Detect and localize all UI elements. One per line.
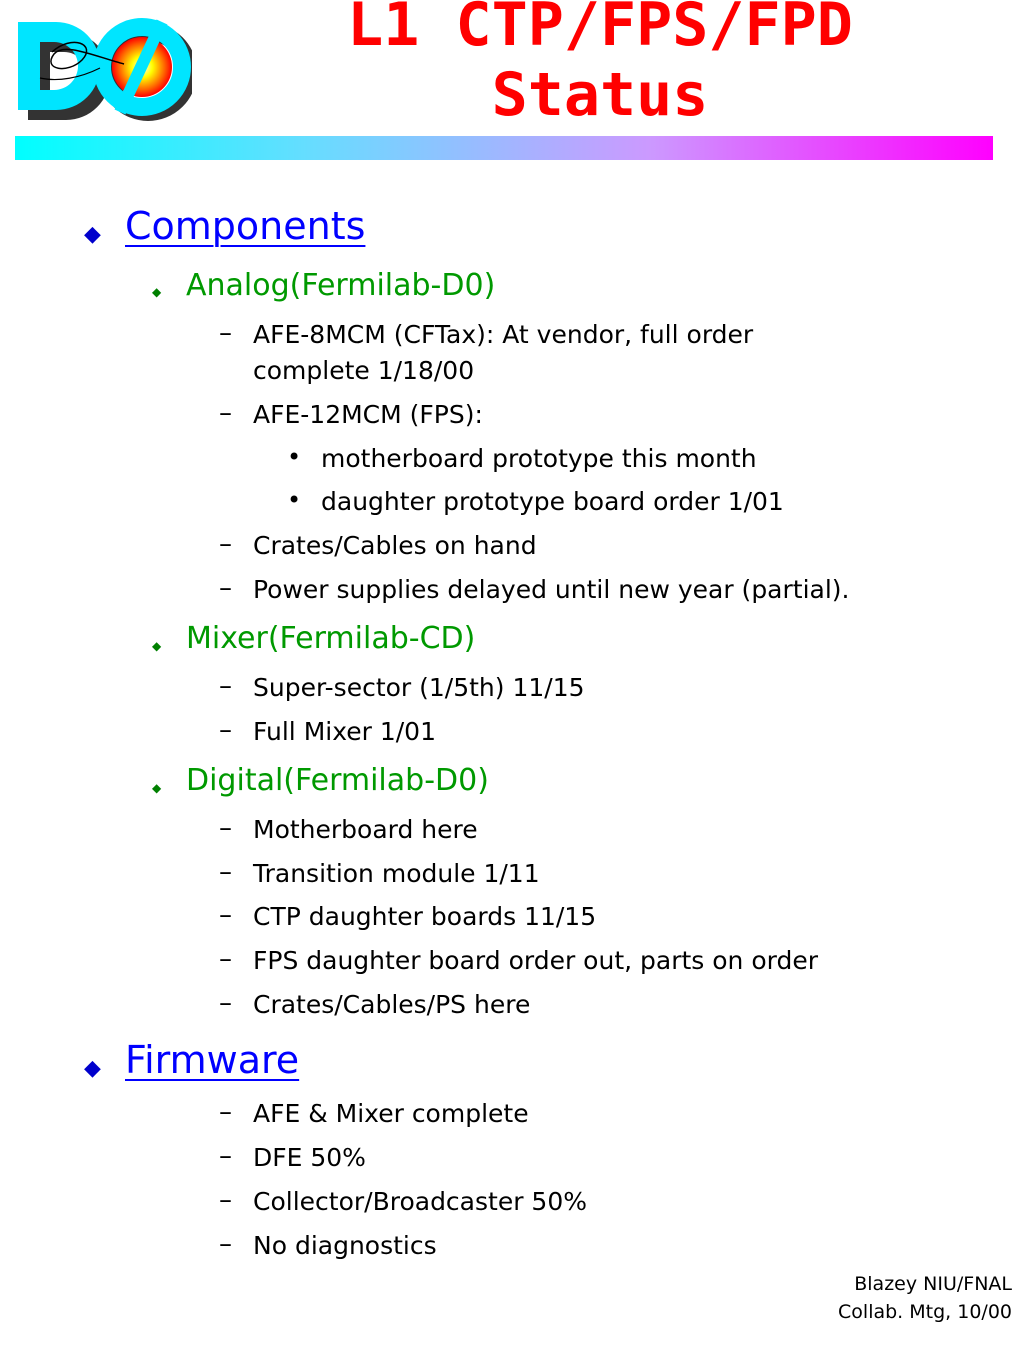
list-item: Transition module 1/11	[253, 859, 540, 888]
dash-bullet: –	[219, 900, 232, 930]
dash-bullet: –	[219, 988, 232, 1018]
d0-logo	[12, 12, 192, 127]
title-divider-bar	[15, 136, 993, 160]
section-heading-firmware: Firmware	[125, 1038, 300, 1082]
dot-bullet: •	[287, 486, 302, 514]
dash-bullet: –	[219, 715, 232, 745]
list-item: DFE 50%	[253, 1143, 366, 1172]
dash-bullet: –	[219, 529, 232, 559]
dash-bullet: –	[219, 1141, 232, 1171]
dash-bullet: –	[219, 318, 232, 348]
dash-bullet: –	[219, 813, 232, 843]
slide-footer	[838, 1270, 1012, 1326]
list-item: CTP daughter boards 11/15	[253, 902, 597, 931]
list-item: AFE & Mixer complete	[253, 1099, 529, 1128]
dash-bullet: –	[219, 857, 232, 887]
title-line-1: L1 CTP/FPS/FPD	[347, 0, 853, 60]
subsection-heading-analog: Analog(Fermilab-D0)	[186, 268, 496, 303]
list-item: Full Mixer 1/01	[253, 717, 436, 746]
small-diamond-bullet-icon: ◆	[152, 285, 162, 299]
list-item: AFE-8MCM (CFTax): At vendor, full order	[253, 320, 754, 349]
list-item: Collector/Broadcaster 50%	[253, 1187, 587, 1216]
section-heading-components: Components	[125, 204, 366, 248]
dash-bullet: –	[219, 1097, 232, 1127]
dash-bullet: –	[219, 671, 232, 701]
diamond-bullet-icon: ◆	[84, 1056, 101, 1081]
list-subitem: daughter prototype board order 1/01	[321, 487, 784, 516]
list-subitem: motherboard prototype this month	[321, 444, 757, 473]
list-item: FPS daughter board order out, parts on order	[253, 946, 819, 975]
dash-bullet: –	[219, 1229, 232, 1259]
list-item: Motherboard here	[253, 815, 478, 844]
subsection-heading-digital: Digital(Fermilab-D0)	[186, 763, 489, 798]
list-item: AFE-12MCM (FPS):	[253, 400, 483, 429]
title-line-2: Status	[491, 60, 709, 130]
diamond-bullet-icon: ◆	[84, 222, 101, 247]
list-item: No diagnostics	[253, 1231, 437, 1260]
footer-meeting: Collab. Mtg, 10/00	[838, 1301, 1012, 1323]
list-item: Super-sector (1/5th) 11/15	[253, 673, 585, 702]
slide-title	[300, 0, 900, 130]
list-item: Power supplies delayed until new year (partial).	[253, 575, 850, 604]
list-item: Crates/Cables/PS here	[253, 990, 531, 1019]
dash-bullet: –	[219, 398, 232, 428]
list-item-continuation: complete 1/18/00	[253, 356, 475, 385]
small-diamond-bullet-icon: ◆	[152, 639, 162, 653]
dash-bullet: –	[219, 1185, 232, 1215]
subsection-heading-mixer: Mixer(Fermilab-CD)	[186, 621, 476, 656]
list-item: Crates/Cables on hand	[253, 531, 537, 560]
dash-bullet: –	[219, 944, 232, 974]
footer-author: Blazey NIU/FNAL	[854, 1273, 1012, 1295]
small-diamond-bullet-icon: ◆	[152, 781, 162, 795]
dash-bullet: –	[219, 573, 232, 603]
dot-bullet: •	[287, 443, 302, 471]
